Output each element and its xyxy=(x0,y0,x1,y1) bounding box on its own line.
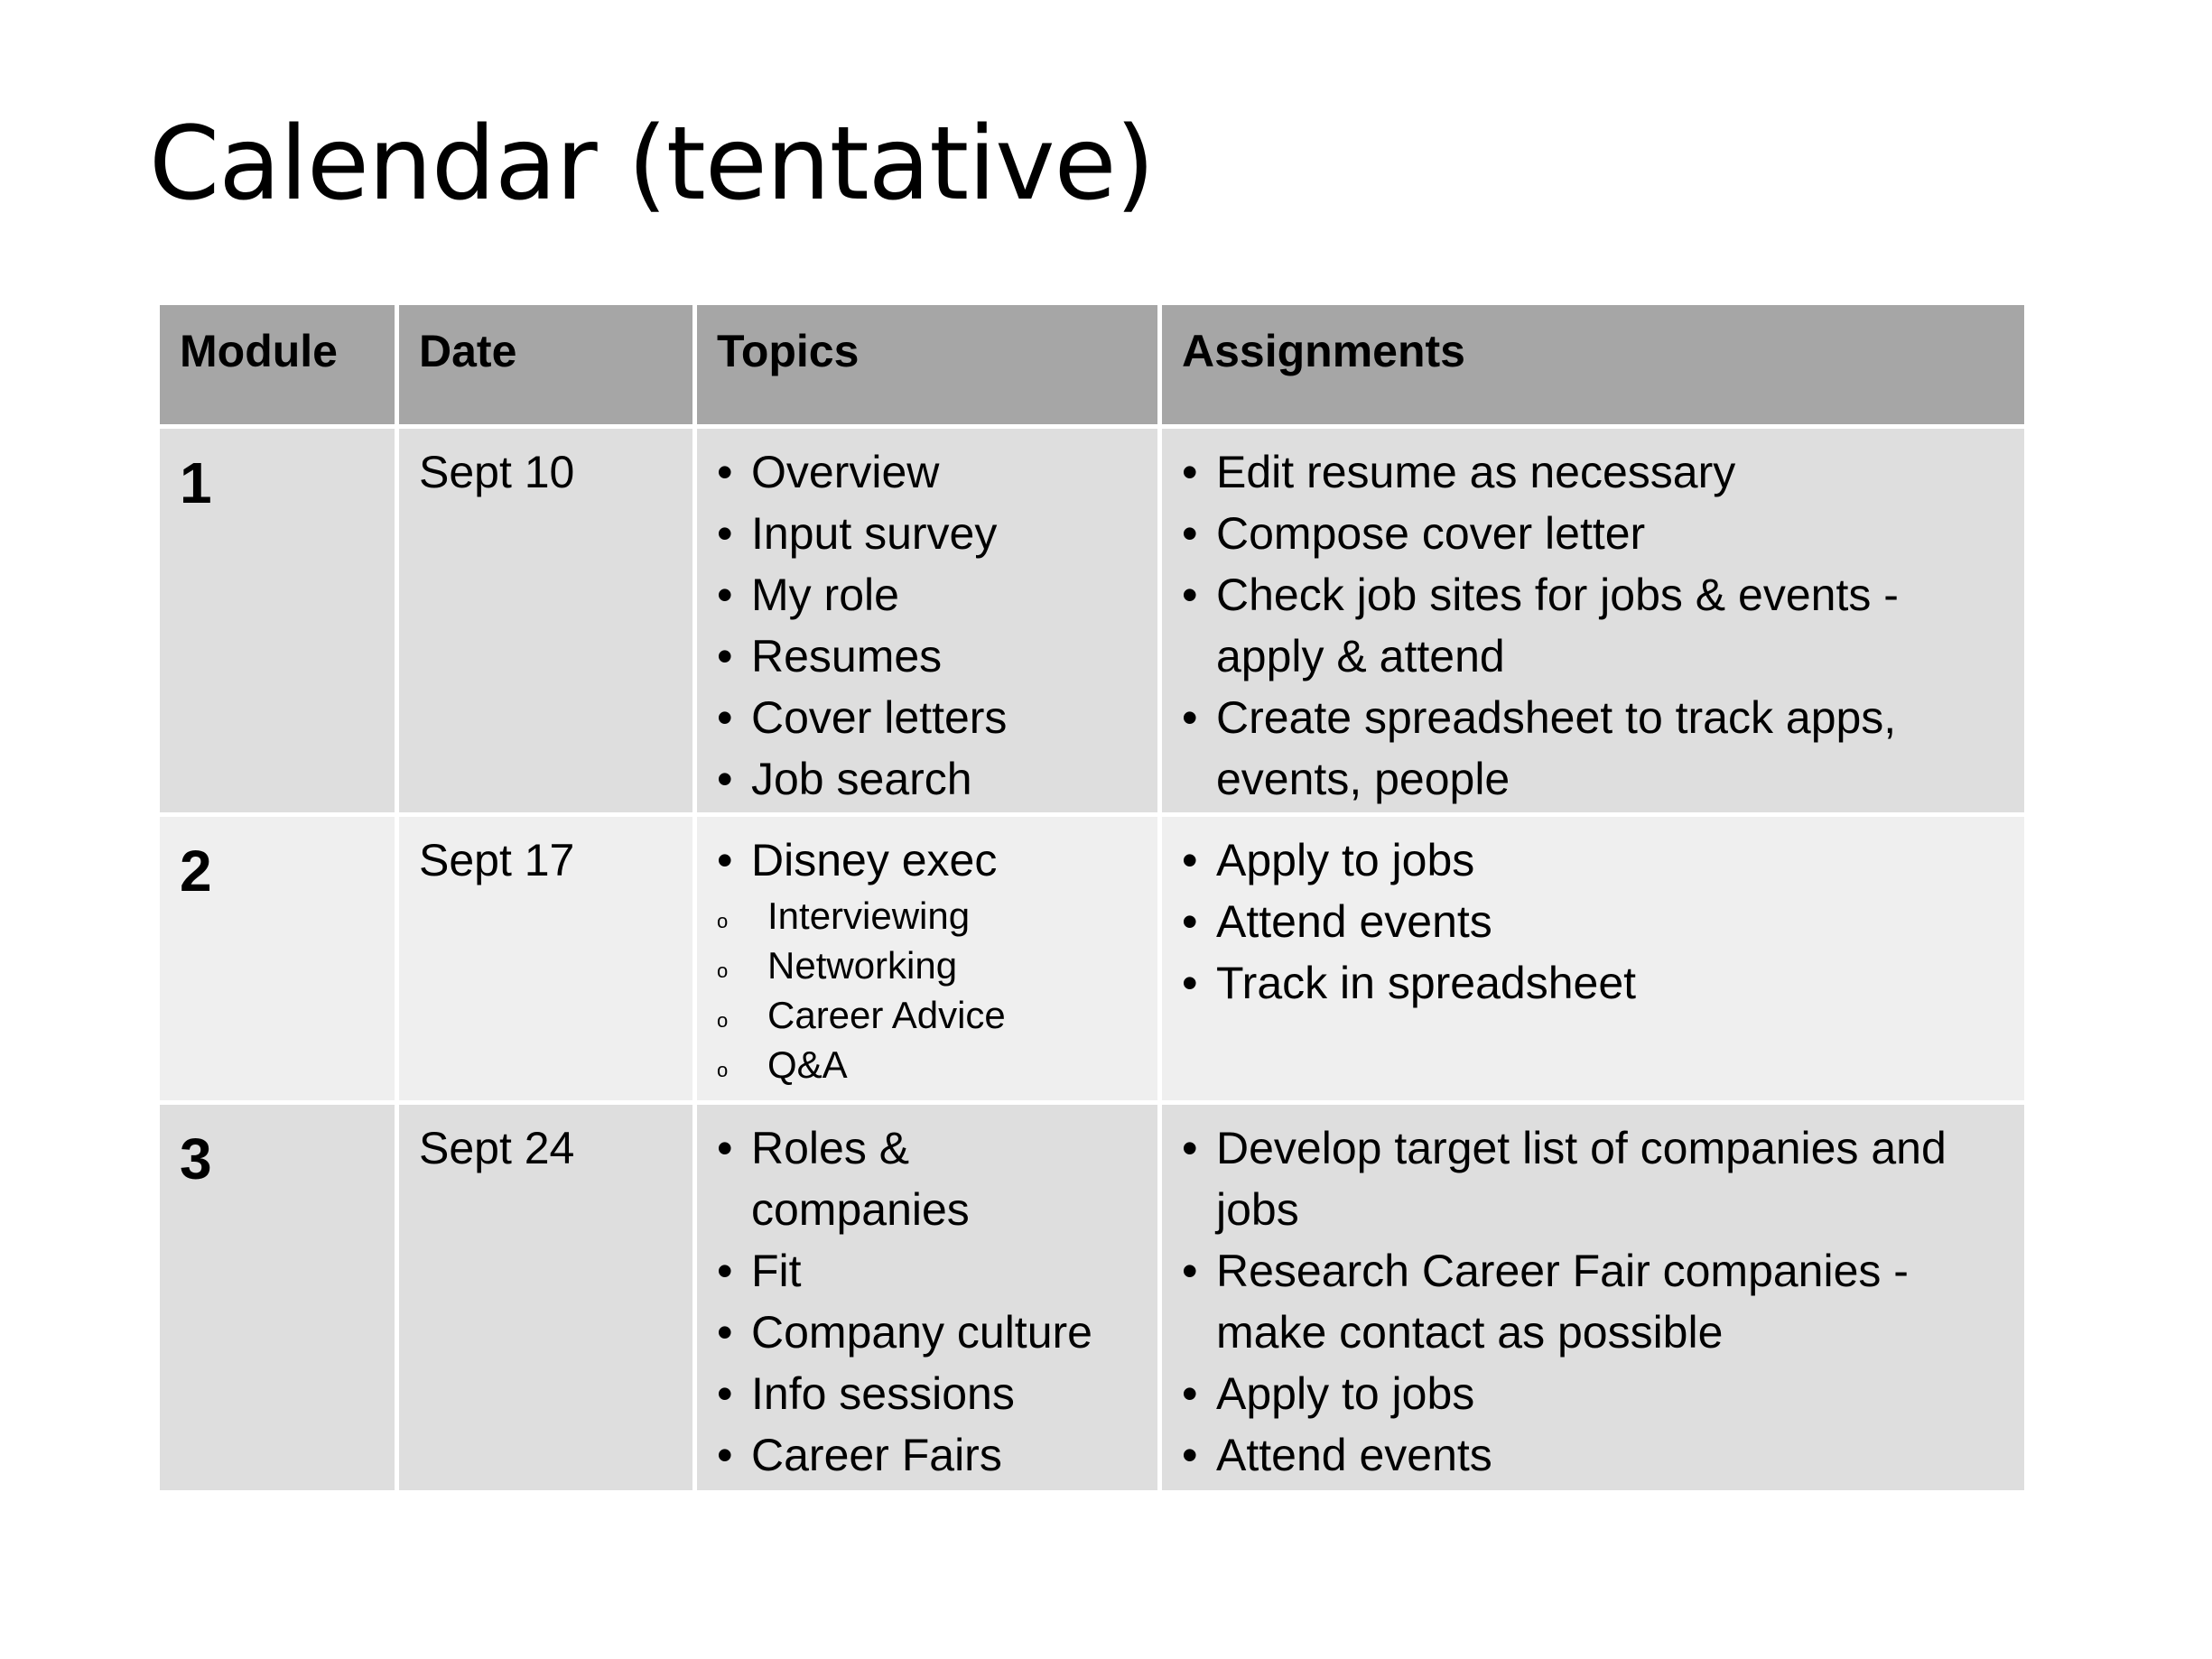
topic-item: • Info sessions xyxy=(717,1363,1138,1424)
assignments-cell xyxy=(1160,815,2027,1103)
date-cell: Sept 17 xyxy=(397,815,695,1103)
module-number: 3 xyxy=(180,1126,212,1191)
header-assignments: Assignments xyxy=(1160,303,2027,427)
header-module: Module xyxy=(158,303,397,427)
assignment-item: • Attend events xyxy=(1182,1424,2004,1486)
subtopics-list xyxy=(717,891,1138,1089)
table-row xyxy=(158,427,2027,815)
table-row xyxy=(158,815,2027,1103)
topic-item: • Roles & companies xyxy=(717,1117,1138,1240)
assignment-item: • Apply to jobs xyxy=(1182,1363,2004,1424)
subtopic-item: o Q&A xyxy=(717,1040,1138,1089)
assignment-item: • Create spreadsheet to track apps, events, people xyxy=(1182,687,2004,810)
assignment-item: • Research Career Fair companies - make contact as possible xyxy=(1182,1240,2004,1363)
subtopic-item: o Interviewing xyxy=(717,891,1138,941)
topic-item: • My role xyxy=(717,564,1138,626)
assignment-item: • Apply to jobs xyxy=(1182,830,2004,891)
subtopic-item: o Networking xyxy=(717,941,1138,990)
assignments-list xyxy=(1182,441,2004,810)
topics-list xyxy=(717,1117,1138,1486)
header-topics: Topics xyxy=(695,303,1160,427)
assignment-item: • Compose cover letter xyxy=(1182,503,2004,564)
topic-item: • Overview xyxy=(717,441,1138,503)
date-cell: Sept 24 xyxy=(397,1103,695,1493)
assignment-item: • Attend events xyxy=(1182,891,2004,952)
subtopic-item: o Career Advice xyxy=(717,990,1138,1040)
module-cell xyxy=(158,815,397,1103)
module-cell xyxy=(158,1103,397,1493)
calendar-table xyxy=(155,301,2029,1495)
topics-cell xyxy=(695,1103,1160,1493)
header-date: Date xyxy=(397,303,695,427)
topics-cell xyxy=(695,427,1160,815)
assignments-list xyxy=(1182,1117,2004,1486)
assignment-item: • Develop target list of companies and jobs xyxy=(1182,1117,2004,1240)
topic-item: • Input survey xyxy=(717,503,1138,564)
table-row xyxy=(158,1103,2027,1493)
table-header-row xyxy=(158,303,2027,427)
topics-list xyxy=(717,830,1138,891)
module-number: 1 xyxy=(180,450,212,515)
assignments-list xyxy=(1182,830,2004,1014)
topic-item: • Cover letters xyxy=(717,687,1138,748)
topics-cell xyxy=(695,815,1160,1103)
assignment-item: • Check job sites for jobs & events - apply & attend xyxy=(1182,564,2004,687)
module-cell xyxy=(158,427,397,815)
topic-item: • Job search xyxy=(717,748,1138,810)
assignment-item: • Edit resume as necessary xyxy=(1182,441,2004,503)
topics-list xyxy=(717,441,1138,810)
date-cell: Sept 10 xyxy=(397,427,695,815)
topic-item: • Resumes xyxy=(717,626,1138,687)
assignments-cell xyxy=(1160,427,2027,815)
topic-item: • Disney exec xyxy=(717,830,1138,891)
assignments-cell xyxy=(1160,1103,2027,1493)
assignment-item: • Track in spreadsheet xyxy=(1182,952,2004,1014)
topic-item: • Career Fairs xyxy=(717,1424,1138,1486)
page-title: Calendar (tentative) xyxy=(149,106,1155,223)
module-number: 2 xyxy=(180,839,212,904)
topic-item: • Company culture xyxy=(717,1302,1138,1363)
topic-item: • Fit xyxy=(717,1240,1138,1302)
